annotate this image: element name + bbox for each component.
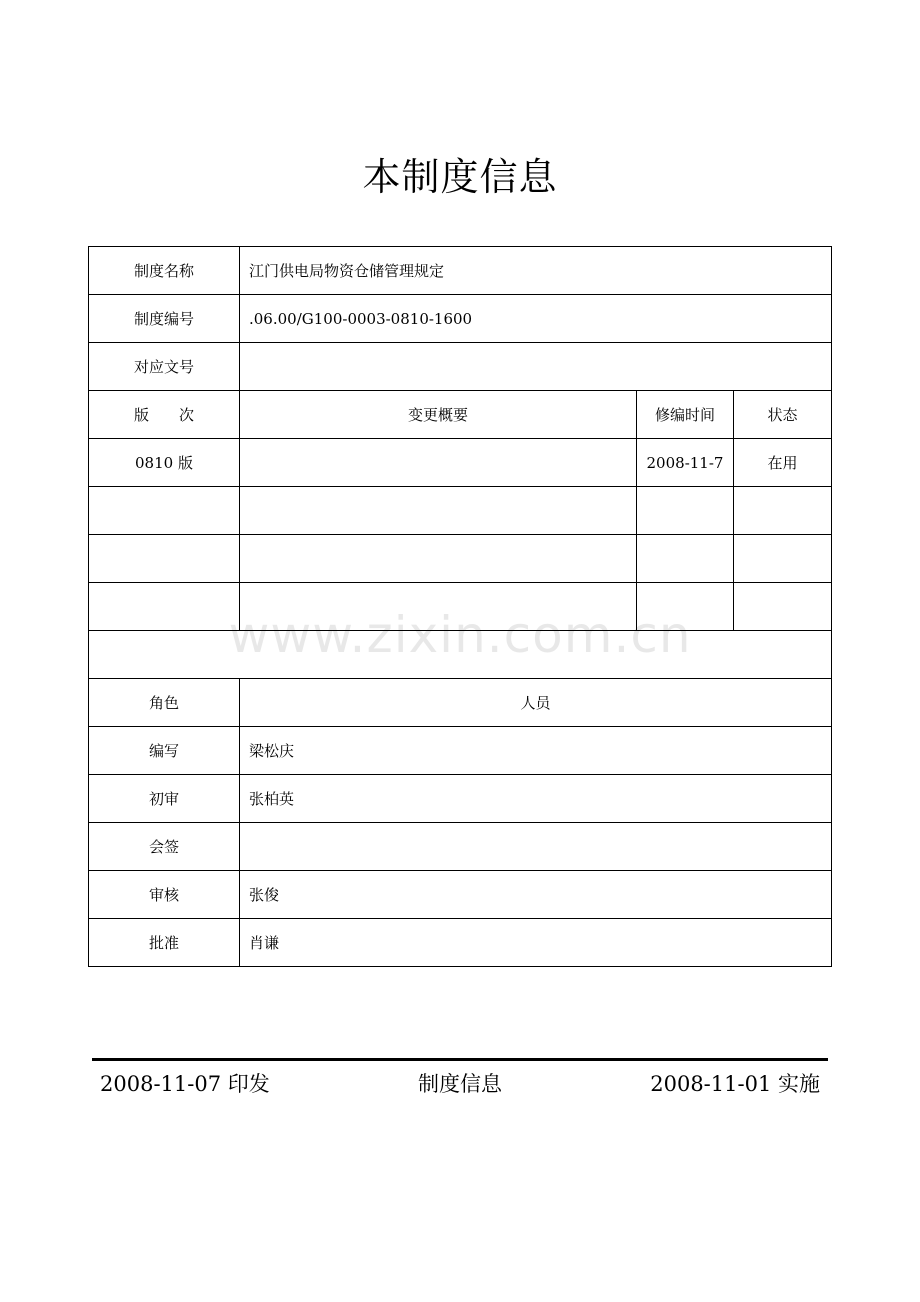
status-cell <box>734 535 832 583</box>
edit-time-cell <box>637 535 734 583</box>
table-row <box>89 583 832 631</box>
doc-ref-label: 对应文号 <box>89 343 240 391</box>
separator-row <box>89 631 832 679</box>
number-value: .06.00/G100-0003-0810-1600 <box>240 295 832 343</box>
role-cell: 初审 <box>89 775 240 823</box>
change-cell <box>240 439 637 487</box>
name-value: 江门供电局物资仓储管理规定 <box>240 247 832 295</box>
doc-ref-value <box>240 343 832 391</box>
table-row <box>89 487 832 535</box>
name-label: 制度名称 <box>89 247 240 295</box>
table-row <box>89 295 832 343</box>
table-row <box>89 919 832 967</box>
regulation-info-table <box>88 246 832 967</box>
version-header: 版 次 <box>89 391 240 439</box>
person-cell: 张俊 <box>240 871 832 919</box>
role-cell: 编写 <box>89 727 240 775</box>
footer <box>92 1068 828 1102</box>
person-cell <box>240 823 832 871</box>
version-header-row <box>89 391 832 439</box>
table-row <box>89 775 832 823</box>
separator-cell <box>89 631 832 679</box>
number-label: 制度编号 <box>89 295 240 343</box>
page-title: 本制度信息 <box>362 155 558 199</box>
change-header: 变更概要 <box>240 391 637 439</box>
version-cell: 0810 版 <box>89 439 240 487</box>
table-row <box>89 247 832 295</box>
person-cell: 梁松庆 <box>240 727 832 775</box>
table-row <box>89 871 832 919</box>
edit-time-cell: 2008-11-7 <box>637 439 734 487</box>
status-cell: 在用 <box>734 439 832 487</box>
footer-title: 制度信息 <box>418 1072 502 1096</box>
table-row <box>89 535 832 583</box>
person-cell: 肖谦 <box>240 919 832 967</box>
change-cell <box>240 583 637 631</box>
version-cell <box>89 487 240 535</box>
role-cell: 批准 <box>89 919 240 967</box>
role-cell: 审核 <box>89 871 240 919</box>
role-cell: 会签 <box>89 823 240 871</box>
status-cell <box>734 487 832 535</box>
effective-date: 2008-11-01 实施 <box>650 1072 820 1096</box>
change-cell <box>240 535 637 583</box>
watermark: www.zixin.com.cn <box>228 606 692 664</box>
version-cell <box>89 535 240 583</box>
edit-time-cell <box>637 487 734 535</box>
table-row <box>89 343 832 391</box>
table-row <box>89 439 832 487</box>
status-header: 状态 <box>734 391 832 439</box>
edit-time-header: 修编时间 <box>637 391 734 439</box>
person-header: 人员 <box>240 679 832 727</box>
edit-time-cell <box>637 583 734 631</box>
footer-rule <box>92 1058 828 1061</box>
table-row <box>89 823 832 871</box>
change-cell <box>240 487 637 535</box>
role-header-row <box>89 679 832 727</box>
status-cell <box>734 583 832 631</box>
issue-date: 2008-11-07 印发 <box>100 1072 270 1096</box>
table-row <box>89 727 832 775</box>
version-cell <box>89 583 240 631</box>
role-header: 角色 <box>89 679 240 727</box>
person-cell: 张柏英 <box>240 775 832 823</box>
